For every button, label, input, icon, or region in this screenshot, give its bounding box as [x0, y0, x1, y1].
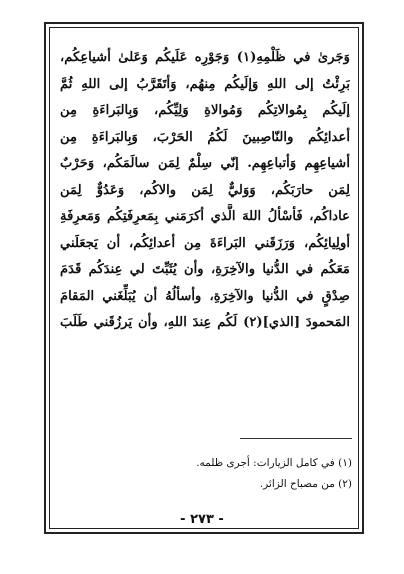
page-number: - ٢٧٣ - [180, 512, 224, 527]
text-line-1: وَجَرىٰ في ظَلْمِهِ(١) وَجَوْرِه عَلَيكُم وَعَلىٰ أشياعِكُم، [60, 50, 350, 65]
text-line-7: عاداكُم، فَأسْألُ اللهَ الَّذي أكرَمَني بِمَعرِفَتِكُم وَمَعرِفَةِ [60, 209, 350, 224]
footnotes [60, 453, 352, 495]
text-line-11: المَحمودَ [الذي](٢) لَكُم عِندَ اللهِ، وأن يَرزُقَني طَلَبَ [60, 315, 350, 330]
footnote-2: (٢) من مصباح الزائر. [259, 478, 352, 490]
footnote-divider [240, 438, 352, 439]
main-text-block [60, 45, 350, 337]
text-line-8: أولِيائِكُم، وَرَزَقَني البَراءَةَ مِن أعدائِكُم، أن يَجعَلَني [60, 235, 350, 251]
text-line-5: أشياعِهِم وَأتباعِهِم. إنّي سِلْمٌ لِمَن سالَمَكُم، وَحَرْبٌ [60, 156, 350, 171]
text-line-6: لِمَن حارَبَكُم، وَوَليٌّ لِمَن والاكُم، وَعَدُوٌّ لِمَن [60, 182, 350, 198]
text-line-9: مَعَكُم في الدُّنيا والآخِرَةِ، وأن يُثَبِّتَ لي عِندَكُم قَدَمَ [60, 262, 350, 277]
text-line-2: بَرِئْتُ إلى اللهِ وَإلَيكُم مِنهُم، وَأتَقَرَّبُ إلى اللهِ ثُمَّ [60, 76, 350, 92]
footnote-1: (١) في كامل الزيارات: أجرى ظلمه. [196, 457, 352, 469]
text-line-3: إلَيكُم بِمُوالاتِكُم وَمُوالاةِ وَلِيِّكُم، وَبِالبَراءَةِ مِن [60, 103, 350, 118]
text-line-4: أعدائِكُم والنّاصِبينَ لَكُمُ الحَرْبَ، وَبِالبَراءَةِ مِن [60, 129, 350, 145]
text-line-10: صِدْقٍ في الدُّنيا والآخِرَةِ، وأسألُهُ أن يُبَلِّغَني المَقامَ [60, 288, 350, 304]
